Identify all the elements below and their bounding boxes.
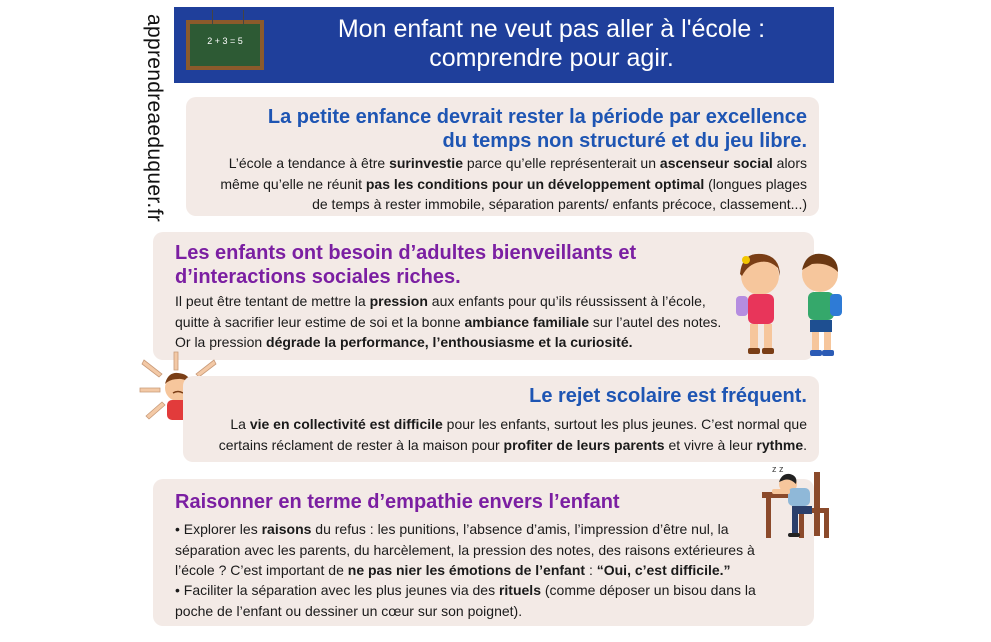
emphasis-text: surinvestie	[389, 155, 463, 171]
emphasis-text: ambiance familiale	[464, 313, 590, 330]
body-text: :	[585, 562, 597, 578]
section-body	[175, 291, 735, 353]
body-text: .	[803, 436, 807, 453]
section-card-benevolent-adults	[153, 232, 814, 360]
body-text: Il peut être tentant de mettre la	[175, 293, 370, 309]
body-text: L’école a tendance à être	[228, 155, 390, 171]
body-text: parce qu’elle représenterait un	[463, 155, 660, 171]
page-title	[279, 15, 824, 73]
page-title-line1: Mon enfant ne veut pas aller à l'école :	[337, 15, 766, 43]
body-text: aux enfants pour qu’ils réussissent à l’école, quitte à sacrifier leur estime de soi et la bonne	[175, 293, 706, 330]
site-name	[138, 14, 170, 222]
body-text: • Explorer les	[175, 521, 262, 537]
body-text: pour les enfants, surtout les plus jeunes. C’est normal que certains réclament de rester à la maison pour	[218, 416, 807, 453]
emphasis-text: rythme	[756, 436, 804, 453]
section-card-early-childhood	[186, 97, 819, 216]
section-body	[203, 414, 807, 455]
emphasis-text: pas les conditions pour un développement optimal	[365, 175, 705, 192]
section-card-empathy	[153, 479, 814, 626]
body-text: et vivre à leur	[664, 436, 757, 453]
body-text: alors même qu’elle ne réunit	[220, 155, 807, 192]
body-text: (comme déposer un bisou dans la poche de l’enfant ou dessiner un cœur sur son poignet).	[175, 582, 756, 619]
emphasis-text: raisons	[261, 521, 312, 537]
bullet-reasons	[175, 519, 785, 581]
section-title	[175, 241, 695, 289]
chalkboard-hanger	[212, 10, 244, 24]
emphasis-text: dégrade la performance, l’enthousiasme et la curiosité.	[266, 334, 633, 350]
section-title	[206, 105, 807, 153]
body-text: sur l’autel des notes. Or la pression	[175, 313, 722, 350]
children-walking-icon	[730, 246, 855, 361]
header-banner	[174, 7, 834, 83]
page-title-line2: comprendre pour agir.	[429, 44, 674, 72]
emphasis-text: pression	[369, 293, 428, 309]
section-title-line2: d’interactions sociales riches.	[175, 266, 461, 288]
site-name-text: apprendreaeduquer.fr	[143, 14, 166, 222]
emphasis-text: ascenseur social	[659, 155, 773, 171]
section-title: Raisonner en terme d’empathie envers l’enfant	[175, 491, 620, 513]
body-text: • Faciliter la séparation avec les plus jeunes via des	[175, 582, 499, 598]
emphasis-text: ne pas nier les émotions de l’enfant	[347, 562, 586, 578]
section-title-line2: du temps non structuré et du jeu libre.	[442, 130, 807, 152]
section-title: Le rejet scolaire est fréquent.	[529, 385, 807, 407]
chalkboard-icon	[186, 20, 264, 70]
emphasis-text: profiter de leurs parents	[503, 436, 665, 453]
section-card-school-rejection	[183, 376, 819, 462]
boy-figure	[802, 254, 842, 356]
chalkboard-text: 2 + 3 = 5	[207, 36, 243, 46]
body-text: La	[230, 416, 250, 432]
emphasis-text: “Oui, c’est difficile.”	[596, 562, 731, 578]
body-text: du refus : les punitions, l’absence d’amis, l’impression d’être nul, la séparation avec les parents, du harcèlement, la pression des notes, des raisons extérieures à l’école ? C’est important de	[175, 521, 755, 578]
section-title-line1: La petite enfance devrait rester la période par excellence	[267, 106, 807, 128]
svg-text:z z: z z	[772, 464, 784, 474]
section-body	[206, 153, 807, 215]
tired-student-desk-icon	[758, 462, 838, 542]
girl-figure	[736, 254, 780, 354]
emphasis-text: vie en collectivité est difficile	[249, 416, 443, 432]
emphasis-text: rituels	[498, 582, 541, 598]
bullet-rituals	[175, 580, 795, 621]
section-title-line1: Les enfants ont besoin d’adultes bienveillants et	[175, 242, 637, 264]
body-text: (longues plages de temps à rester immobile, séparation parents/ enfants précoce, classement...)	[312, 175, 807, 212]
